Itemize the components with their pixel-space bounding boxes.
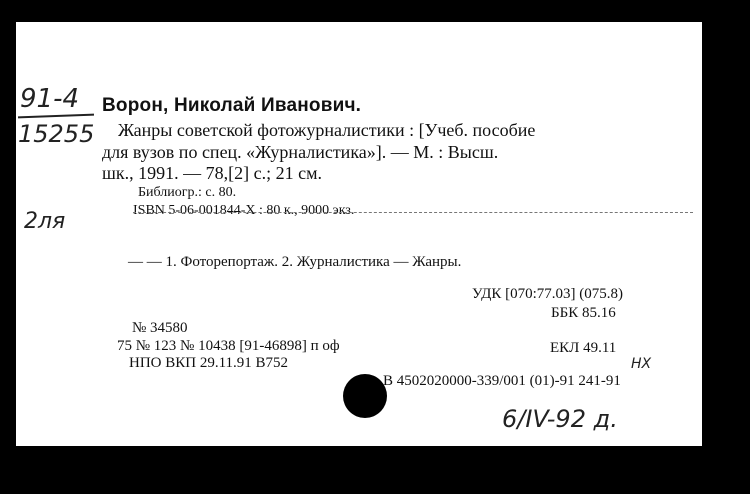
handwritten-shelf-mark-bottom: 15255 <box>18 120 95 148</box>
title-line-1: Жанры советской фотожурналистики : [Учеб. пособие <box>118 120 536 140</box>
udk-classification: УДК [070:77.03] (075.8) <box>472 286 623 302</box>
bibliography-note: Библиогр.: с. 80. <box>138 185 237 200</box>
catalog-card <box>16 22 702 446</box>
ink-blot <box>343 374 387 418</box>
ekl-code: ЕКЛ 49.11 <box>550 340 617 356</box>
subject-headings: — — 1. Фоторепортаж. 2. Журналистика — Жанры. <box>128 254 462 270</box>
publisher-code: В 4502020000-339/001 (01)-91 241-91 <box>383 373 621 389</box>
author-heading: Ворон, Николай Иванович. <box>102 95 362 116</box>
handwritten-date: 6/IV-92 д. <box>502 405 618 433</box>
handwritten-shelf-mark-top: 91-4 <box>20 84 80 114</box>
handwritten-side-mark: 2ля <box>24 209 66 234</box>
card-number: № 34580 <box>132 320 188 336</box>
isbn-line: ISBN 5-06-001844-X : 80 к., 9000 экз. <box>133 203 355 218</box>
handwritten-underline <box>18 114 94 119</box>
order-number: 75 № 123 № 10438 [91-46898] п оф <box>117 338 340 354</box>
npo-line: НПО ВКП 29.11.91 В752 <box>129 355 289 371</box>
dashed-rule <box>133 212 693 213</box>
title-line-3: шк., 1991. — 78,[2] с.; 21 см. <box>102 163 322 183</box>
handwritten-initials: НХ <box>631 356 652 372</box>
bbk-classification: ББК 85.16 <box>551 305 616 321</box>
title-line-2: для вузов по спец. «Журналистика»]. — М. : Высш. <box>102 142 499 162</box>
